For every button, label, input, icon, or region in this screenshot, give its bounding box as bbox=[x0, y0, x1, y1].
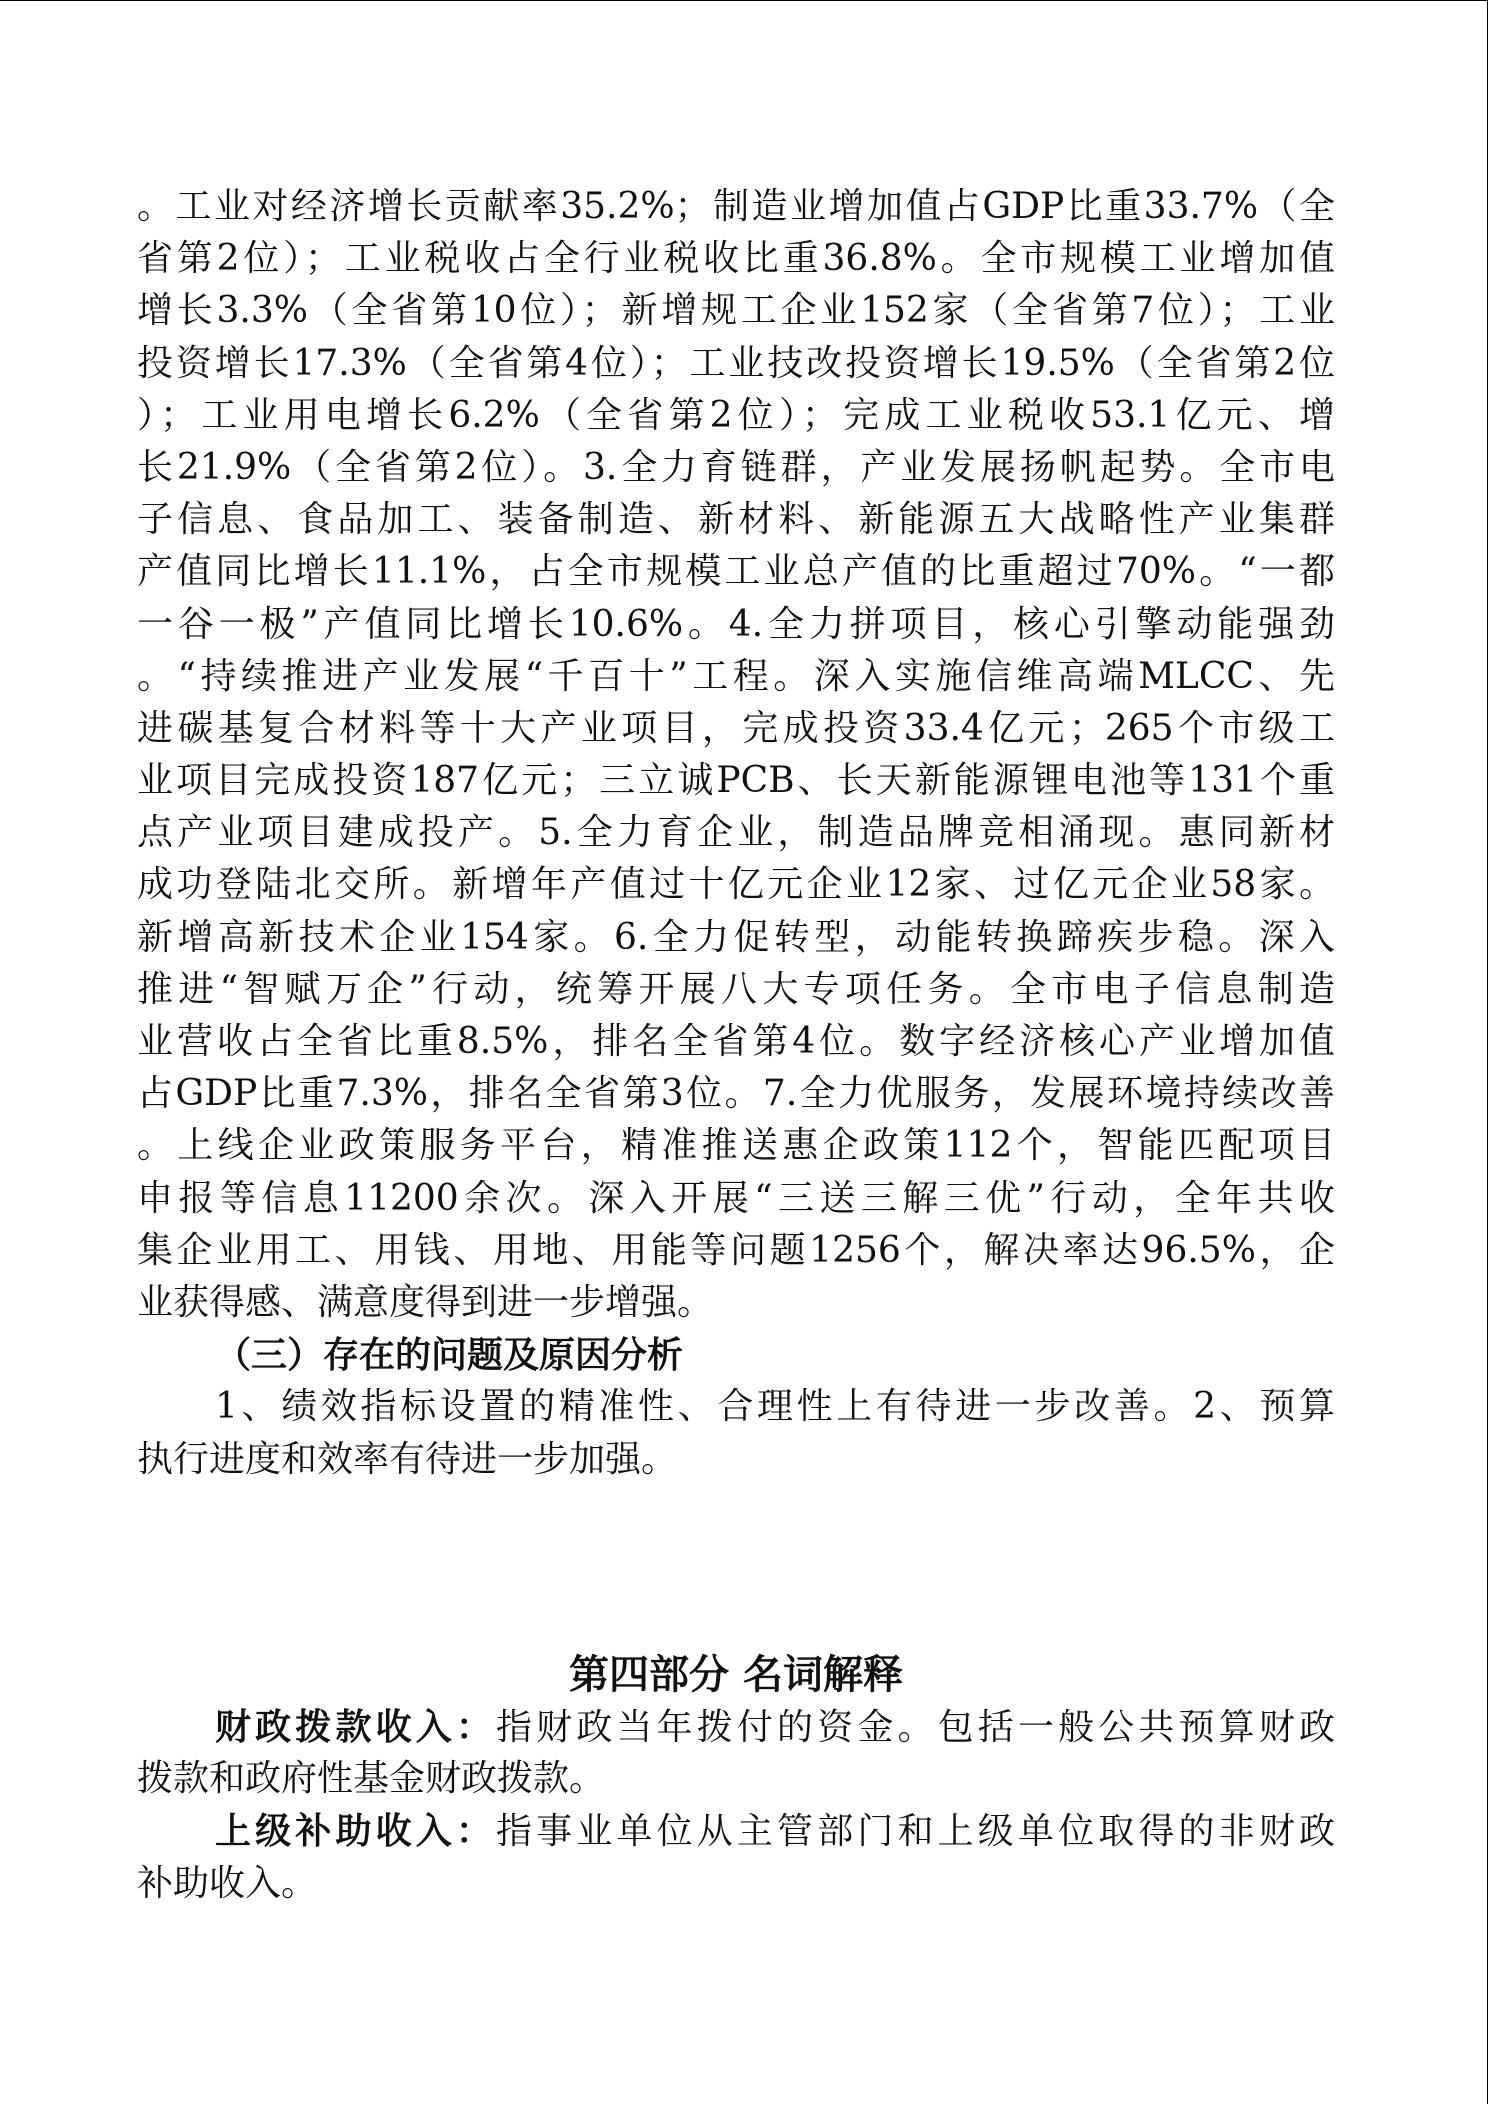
body-line: 业营收占全省比重8.5%，排名全省第4位。数字经济核心产业增加值 bbox=[137, 1021, 1335, 1062]
body-line: 子信息、食品加工、装备制造、新材料、新能源五大战略性产业集群 bbox=[137, 499, 1335, 541]
body-line: 。“持续推进产业发展“千百十”工程。深入实施信维高端MLCC、先 bbox=[137, 655, 1335, 697]
body-line: 成功登陆北交所。新增年产值过十亿元企业12家、过亿元企业58家。 bbox=[137, 864, 1335, 906]
body-line: 集企业用工、用钱、用地、用能等问题1256个，解决率达96.5%，企 bbox=[137, 1229, 1335, 1271]
body-line: 业项目完成投资187亿元；三立诚PCB、长天新能源锂电池等131个重 bbox=[137, 760, 1335, 802]
definition-1-line-1 bbox=[137, 1701, 1335, 1753]
definition-2-line-2: 补助收入。 bbox=[137, 1862, 318, 1904]
body-line: 业获得感、满意度得到进一步增强。 bbox=[137, 1281, 714, 1323]
definition-text: 指财政当年拨付的资金。包括一般公共预算财政 bbox=[496, 1707, 1335, 1748]
body-line: 申报等信息11200余次。深入开展“三送三解三优”行动，全年共收 bbox=[137, 1177, 1335, 1219]
definition-2-line-1 bbox=[137, 1805, 1335, 1857]
body-line: 产值同比增长11.1%，占全市规模工业总产值的比重超过70%。“一都 bbox=[137, 551, 1335, 593]
body-line: ）；工业用电增长6.2%（全省第2位）；完成工业税收53.1亿元、增 bbox=[137, 394, 1335, 436]
definitions bbox=[137, 1701, 1335, 1910]
part-title: 第四部分 名词解释 bbox=[569, 1651, 903, 1698]
document-page bbox=[137, 181, 1335, 1904]
body-line: 新增高新技术企业154家。6.全力促转型，动能转换蹄疾步稳。深入 bbox=[137, 916, 1335, 958]
problem-line-2: 执行进度和效率有待进一步加强。 bbox=[137, 1438, 678, 1480]
body-line: 占GDP比重7.3%，排名全省第3位。7.全力优服务，发展环境持续改善 bbox=[137, 1073, 1335, 1115]
body-line: 推进“智赋万企”行动，统筹开展八大专项任务。全市电子信息制造 bbox=[137, 968, 1335, 1010]
definition-term: 财政拨款收入： bbox=[215, 1706, 497, 1748]
body-line: 。上线企业政策服务平台，精准推送惠企政策112个，智能匹配项目 bbox=[137, 1125, 1335, 1167]
body-line: 投资增长17.3%（全省第4位）；工业技改投资增长19.5%（全省第2位 bbox=[137, 342, 1335, 384]
definition-1-line-2: 拨款和政府性基金财政拨款。 bbox=[137, 1758, 606, 1800]
body-line: 进碳基复合材料等十大产业项目，完成投资33.4亿元；265个市级工 bbox=[137, 707, 1335, 749]
body-line: 。工业对经济增长贡献率35.2%；制造业增加值占GDP比重33.7%（全 bbox=[137, 186, 1335, 227]
problem-line-1: 1、绩效指标设置的精准性、合理性上有待进一步改善。2、预算 bbox=[215, 1386, 1335, 1428]
definition-text: 指事业单位从主管部门和上级单位取得的非财政 bbox=[496, 1811, 1335, 1853]
body-line: 省第2位）；工业税收占全行业税收比重36.8%。全市规模工业增加值 bbox=[137, 238, 1335, 280]
section-heading: （三）存在的问题及原因分析 bbox=[215, 1334, 684, 1377]
body-line: 一谷一极”产值同比增长10.6%。4.全力拼项目，核心引擎动能强劲 bbox=[137, 603, 1335, 645]
definition-term: 上级补助收入： bbox=[215, 1810, 497, 1853]
body-paragraph bbox=[137, 181, 1335, 1329]
body-line: 长21.9%（全省第2位）。3.全力育链群，产业发展扬帆起势。全市电 bbox=[137, 446, 1335, 488]
body-line: 点产业项目建成投产。5.全力育企业，制造品牌竞相涌现。惠同新材 bbox=[137, 812, 1335, 854]
body-line: 增长3.3%（全省第10位）；新增规工企业152家（全省第7位）；工业 bbox=[137, 290, 1335, 332]
